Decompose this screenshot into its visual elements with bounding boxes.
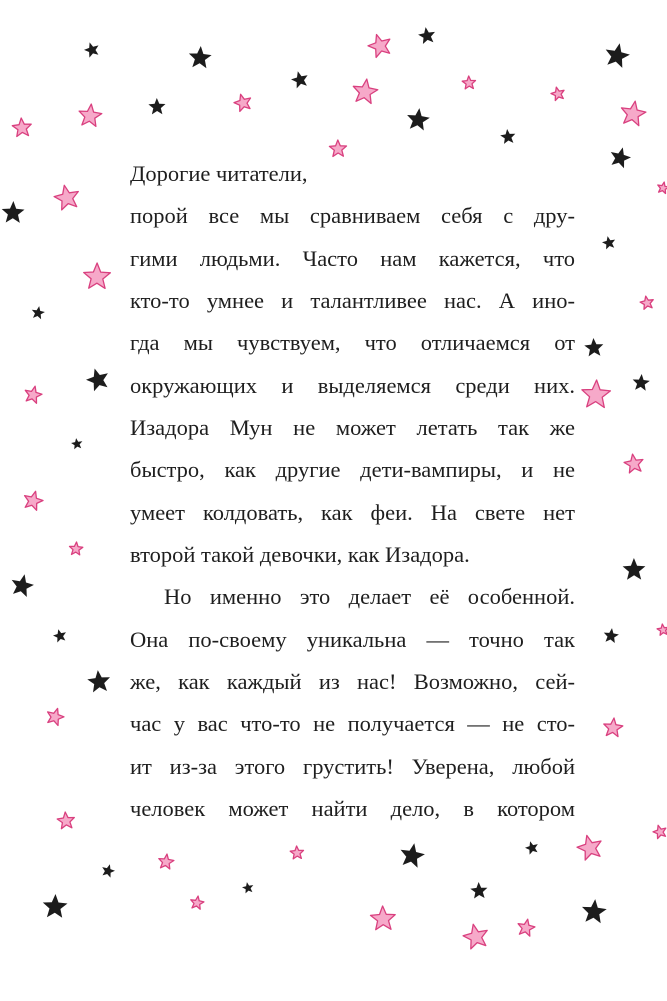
pink-star-icon: [25, 491, 43, 510]
black-star-icon: [86, 369, 108, 392]
black-star-icon: [242, 882, 253, 893]
black-star-icon: [582, 899, 607, 923]
pink-star-icon: [622, 101, 646, 126]
black-star-icon: [525, 841, 538, 854]
pink-star-icon: [48, 708, 64, 725]
pink-star-icon: [658, 182, 667, 193]
black-star-icon: [584, 338, 603, 356]
pink-star-icon: [462, 76, 475, 89]
pink-star-icon: [604, 718, 623, 737]
text-line: окружающих и выделяемся среди них.: [130, 372, 575, 398]
pink-star-icon: [640, 296, 653, 309]
black-star-icon: [470, 882, 487, 899]
text-line: умеет колдовать, как феи. На свете нет: [130, 499, 575, 525]
black-star-icon: [407, 108, 430, 130]
black-star-icon: [12, 574, 34, 597]
black-star-icon: [604, 628, 619, 643]
black-star-icon: [148, 98, 165, 114]
pink-star-icon: [57, 812, 74, 829]
pink-star-icon: [25, 386, 42, 403]
black-star-icon: [602, 236, 615, 249]
text-line: ит из-за этого грустить! Уверена, любой: [130, 753, 575, 779]
pink-star-icon: [371, 906, 396, 930]
pink-star-icon: [234, 94, 251, 111]
black-star-icon: [87, 670, 110, 692]
pink-star-icon: [12, 118, 31, 137]
black-star-icon: [606, 43, 630, 68]
pink-star-icon: [463, 924, 487, 949]
black-star-icon: [71, 438, 82, 449]
black-star-icon: [623, 558, 646, 580]
pink-star-icon: [79, 104, 102, 126]
text-line: Изадора Мун не может летать так же: [130, 415, 575, 441]
black-star-icon: [2, 201, 25, 223]
text-line: быстро, как другие дети-вампиры, и не: [130, 457, 575, 483]
pink-star-icon: [70, 542, 83, 555]
pink-star-icon: [582, 380, 611, 408]
black-star-icon: [500, 129, 515, 144]
black-star-icon: [611, 147, 631, 168]
black-star-icon: [43, 894, 68, 918]
pink-star-icon: [368, 35, 390, 58]
text-line: порой все мы сравниваем себя с дру-: [130, 203, 575, 229]
black-star-icon: [53, 629, 66, 642]
text-line: гими людьми. Часто нам кажется, что: [130, 245, 575, 271]
text-line: второй такой девочки, как Изадора.: [130, 542, 470, 568]
black-star-icon: [32, 306, 45, 319]
pink-star-icon: [84, 263, 111, 288]
pink-star-icon: [624, 454, 643, 473]
pink-star-icon: [191, 896, 204, 909]
black-star-icon: [84, 42, 99, 57]
text-line: Она по-своему уникальна — точно так: [130, 626, 575, 652]
text-line: гда мы чувствуем, что отличаемся от: [130, 330, 575, 356]
text-line: же, как каждый из нас! Возможно, сей-: [130, 669, 575, 695]
black-star-icon: [401, 843, 425, 868]
pink-star-icon: [518, 919, 535, 936]
pink-star-icon: [653, 825, 666, 838]
text-line: Но именно это делает её особенной.: [164, 584, 575, 610]
black-star-icon: [189, 46, 212, 68]
pink-star-icon: [54, 185, 78, 210]
black-star-icon: [102, 864, 115, 877]
black-star-icon: [418, 27, 435, 44]
pink-star-icon: [159, 854, 174, 869]
pink-star-icon: [577, 835, 601, 860]
black-star-icon: [633, 374, 650, 391]
greeting: Дорогие читатели,: [130, 161, 308, 186]
letter-text: [130, 153, 575, 831]
text-line: кто-то умнее и талантливее нас. А ино-: [130, 288, 575, 314]
pink-star-icon: [290, 846, 303, 859]
text-line: человек может найти дело, в котором: [130, 796, 575, 822]
pink-star-icon: [657, 624, 667, 635]
black-star-icon: [291, 71, 308, 88]
pink-star-icon: [551, 87, 564, 100]
text-line: час у вас что-то не получается — не сто-: [130, 711, 575, 737]
pink-star-icon: [353, 79, 378, 103]
